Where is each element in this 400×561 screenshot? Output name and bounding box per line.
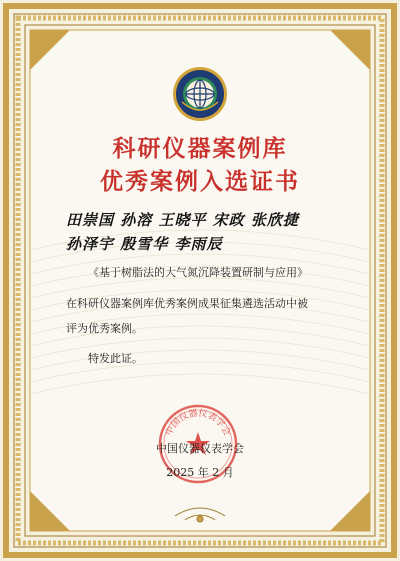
globe-emblem-icon [172,66,228,122]
certificate-title-line2: 优秀案例入选证书 [100,169,300,195]
case-title: 《基于树脂法的大气氮沉降装置研制与应用》 [88,266,308,279]
certificate-title-line1: 科研仪器案例库 [112,136,288,162]
recipient-names-line1: 田崇国 孙溶 王晓平 宋政 张欣捷 [66,211,299,229]
special-note: 特发此证。 [88,352,143,365]
issuer-name: 中国仪器仪表学会 [156,442,244,455]
body-text-line2: 评为优秀案例。 [66,322,143,335]
seal-text: 中国仪器仪表学会 [164,408,232,438]
issue-date: 2025 年 2 月 [166,466,234,479]
recipient-names-line2: 孙泽宇 殷雪华 李雨辰 [66,235,223,253]
body-text-line1: 在科研仪器案例库优秀案例成果征集遴选活动中被 [66,297,308,310]
